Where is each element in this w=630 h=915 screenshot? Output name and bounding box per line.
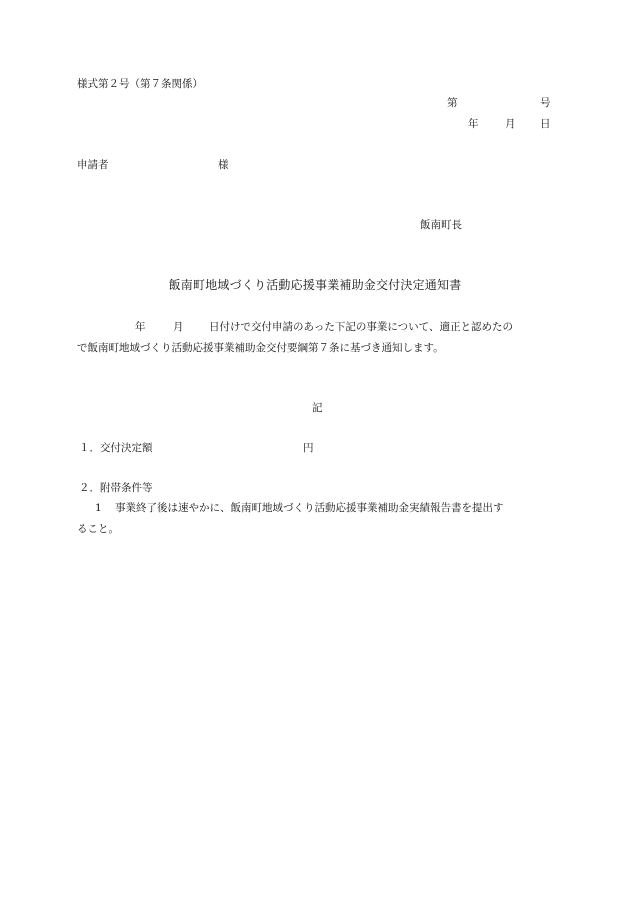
body-year-label: 年 [135, 321, 146, 333]
condition-1-line-2: ること。 [77, 523, 119, 535]
body-paragraph-line-2: で飯南町地域づくり活動応援事業補助金交付要綱第７条に基づき通知します。 [77, 342, 444, 354]
form-number: 様式第２号（第７条関係） [77, 78, 203, 90]
document-number-suffix: 号 [540, 97, 551, 109]
document-title: 飯南町地域づくり活動応援事業補助金交付決定通知書 [168, 278, 462, 292]
condition-1-line-1 [95, 502, 504, 515]
applicant-honorific: 様 [218, 159, 229, 171]
date-month-label: 月 [505, 118, 516, 130]
condition-1-number: 1 [95, 502, 102, 514]
item-grant-amount-unit: 円 [303, 442, 314, 454]
issuer-name: 飯南町長 [420, 219, 462, 231]
item-grant-amount-label: １．交付決定額 [79, 442, 153, 454]
condition-1-text: 事業終了後は速やかに、飯南町地域づくり活動応援事業補助金実績報告書を提出す [115, 502, 504, 514]
ki-heading: 記 [312, 402, 323, 414]
body-month-label: 月 [173, 321, 184, 333]
body-line-1-text: 日付けで交付申請のあった下記の事業について、適正と認めたの [209, 321, 513, 333]
date-day-label: 日 [540, 118, 551, 130]
item-conditions-label: ２．附帯条件等 [79, 482, 153, 494]
date-year-label: 年 [468, 118, 479, 130]
applicant-label: 申請者 [77, 159, 109, 171]
document-number-label: 第 [447, 97, 458, 109]
